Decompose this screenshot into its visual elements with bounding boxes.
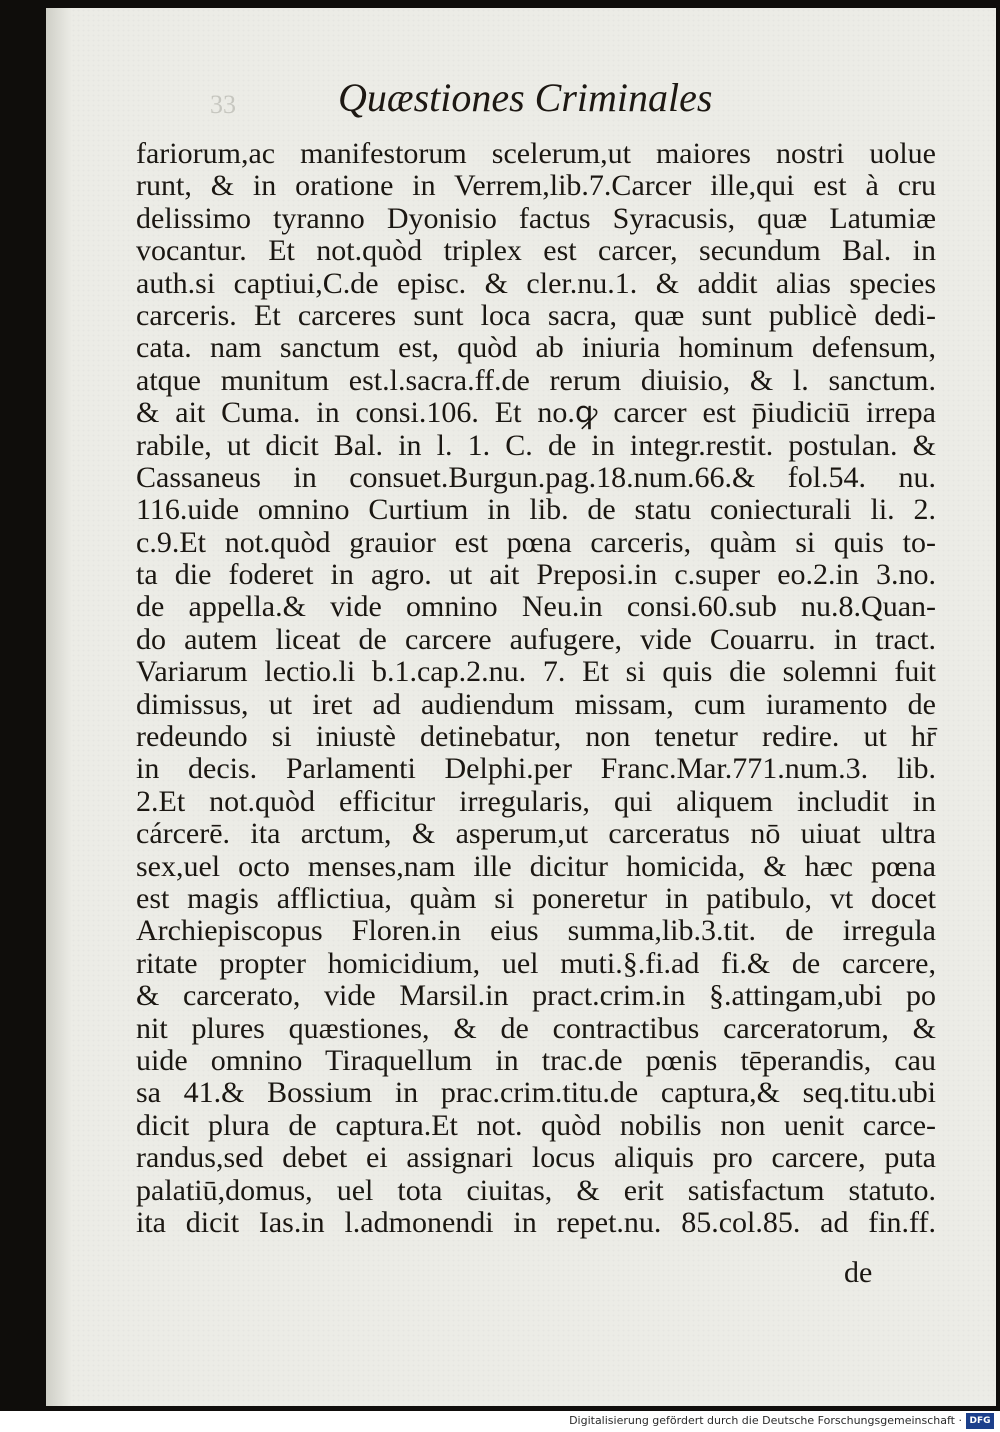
text-line: randus,sed debet ei assignari locus aliquis pro carcere, puta [136,1141,936,1175]
text-line: Archiepiscopus Floren.in eius summa,lib.3.tit. de irregula [136,914,936,948]
text-line: Cassaneus in consuet.Burgun.pag.18.num.66.& fol.54. nu. [136,460,936,494]
text-line: ritate propter homicidium, uel muti.§.fi.ad fi.& de carcere, [136,946,936,980]
text-line: sa 41.& Bossium in prac.crim.titu.de captura,& seq.titu.ubi [136,1076,936,1110]
text-line: 116.uide omnino Curtium in lib. de statu coniecturali li. 2. [136,493,936,527]
text-line: runt, & in oratione in Verrem,lib.7.Carcer ille,qui est à cru [136,169,936,203]
text-line: cárcerē. ita arctum, & asperum,ut carceratus nō uiuat ultra [136,817,936,851]
text-line: auth.si captiui,C.de episc. & cler.nu.1. & addit alias species [136,266,936,300]
page-number: 33 [210,90,236,119]
dfg-logo: DFG [966,1413,994,1429]
text-line: dicit plura de captura.Et not. quòd nobilis non uenit carce- [136,1108,936,1142]
footer-bar [0,1411,1000,1432]
text-line: sex,uel octo menses,nam ille dicitur homicida, & hæc pœna [136,849,936,883]
text-line: delissimo tyranno Dyonisio factus Syracusis, quæ Latumiæ [136,201,936,235]
text-line: c.9.Et not.quòd grauior est pœna carceris, quàm si quis to- [136,525,936,559]
funding-credit: Digitalisierung gefördert durch die Deutsche Forschungsgemeinschaft · [569,1414,962,1427]
text-line: do autem liceat de carcere aufugere, vide Couarru. in tract. [136,622,936,656]
text-line: vocantur. Et not.quòd triplex est carcer, secundum Bal. in [136,234,936,268]
text-line: est magis afflictiua, quàm si poneretur in patibulo, vt docet [136,881,936,915]
text-line: carceris. Et carceres sunt loca sacra, quæ sunt publicè dedi- [136,298,936,332]
text-line: de appella.& vide omnino Neu.in consi.60.sub nu.8.Quan- [136,590,936,624]
text-line: ita dicit Ias.in l.admonendi in repet.nu. 85.col.85. ad fin.ff. [136,1205,936,1239]
text-line: rabile, ut dicit Bal. in l. 1. C. de in integr.restit. postulan. & [136,428,936,462]
running-head: Quæstiones Criminales [338,75,713,120]
catchword: de [844,1256,873,1289]
text-line: nit plures quæstiones, & de contractibus carceratorum, & [136,1011,936,1045]
text-line: redeundo si iniustè detinebatur, non tenetur redire. ut hr̄ [136,720,936,754]
text-line: in decis. Parlamenti Delphi.per Franc.Mar.771.num.3. lib. [136,752,936,786]
text-line: 2.Et not.quòd efficitur irregularis, qui aliquem includit in [136,784,936,818]
text-line: uide omnino Tiraquellum in trac.de pœnis tēperandis, cau [136,1043,936,1077]
text-line: & ait Cuma. in consi.106. Et no.ꝙ carcer est p̄iudiciū irrepa [136,396,936,430]
text-line: palatiū,domus, uel tota ciuitas, & erit satisfactum statuto. [136,1173,936,1207]
text-line: cata. nam sanctum est, quòd ab iniuria hominum defensum, [136,331,936,365]
body-text [136,138,936,1239]
text-line: dimissus, ut iret ad audiendum missam, cum iuramento de [136,687,936,721]
text-line: & carcerato, vide Marsil.in pract.crim.in §.attingam,ubi po [136,979,936,1013]
text-line: fariorum,ac manifestorum scelerum,ut maiores nostri uolue [136,137,936,170]
funding-credit-text: Digitalisierung gefördert durch die Deutsche Forschungsgemeinschaft [569,1414,955,1427]
text-line: atque munitum est.l.sacra.ff.de rerum diuisio, & l. sanctum. [136,363,936,397]
text-line: Variarum lectio.li b.1.cap.2.nu. 7. Et si quis die solemni fuit [136,655,936,689]
page-gutter-shadow [46,8,72,1406]
text-line: ta die foderet in agro. ut ait Preposi.in c.super eo.2.in 3.no. [136,558,936,592]
